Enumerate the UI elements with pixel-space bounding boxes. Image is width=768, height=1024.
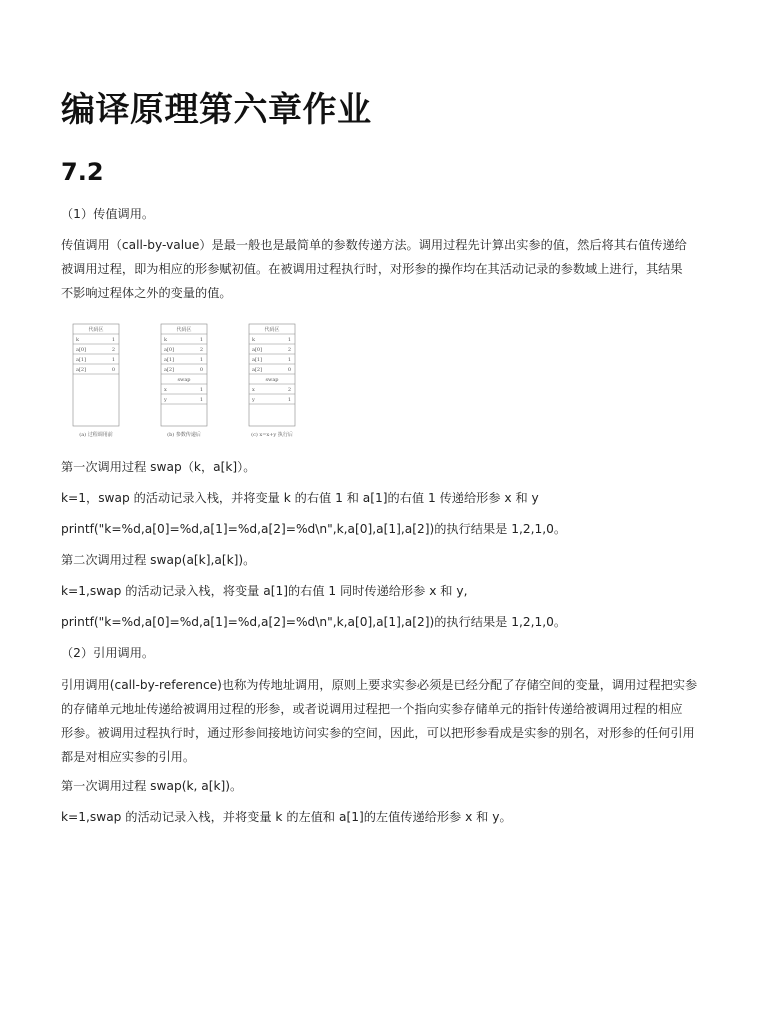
swap-row-value: 1	[199, 387, 203, 393]
subsection-heading-call-by-value: （1）传值调用。	[61, 207, 155, 221]
row-value: 2	[111, 347, 115, 353]
paragraph-line: 引用调用(call-by-reference)也称为传地址调用，原则上要求实参必须是已经分配了存储空间的变量，调用过程把实参	[61, 678, 698, 692]
panel-caption: (c) x=x+y 执行后	[251, 432, 293, 438]
panel-caption: (a) 过程调用前	[79, 432, 113, 438]
document-title: 编译原理第六章作业	[61, 90, 372, 130]
row-label: a[2]	[252, 367, 263, 373]
swap-row-label: x	[252, 387, 255, 393]
row-label: k	[164, 337, 168, 343]
second-call-line: 第二次调用过程 swap(a[k],a[k])。	[61, 553, 256, 567]
paragraph-line: 形参。被调用过程执行时，通过形参间接地访问实参的空间，因此，可以把形参看成是实参的别名，对形参的任何引用	[61, 726, 695, 740]
swap-row-value: 2	[287, 387, 291, 393]
swap-row-value: 1	[287, 397, 291, 403]
first-call-description: k=1，swap 的活动记录入栈，并将变量 k 的右值 1 和 a[1]的右值 1 传递给形参 x 和 y	[61, 491, 539, 505]
first-call-line: 第一次调用过程 swap（k，a[k]）。	[61, 460, 256, 474]
row-value: 0	[287, 367, 291, 373]
row-value: 1	[111, 337, 115, 343]
paragraph-line: 都是对相应实参的引用。	[61, 750, 196, 764]
swap-label: swap	[177, 377, 191, 383]
row-value: 2	[199, 347, 203, 353]
paragraph-call-by-reference	[61, 673, 707, 769]
row-label: a[1]	[252, 357, 263, 363]
row-label: a[2]	[164, 367, 175, 373]
row-value: 1	[287, 337, 291, 343]
row-value: 2	[287, 347, 291, 353]
row-label: k	[252, 337, 256, 343]
activation-record-diagram	[69, 318, 305, 442]
paragraph-line: 的存储单元地址传递给被调用过程的形参，或者说调用过程把一个指向实参存储单元的指针传递给被调用过程的相应	[61, 702, 683, 716]
paragraph-line: 不影响过程体之外的变量的值。	[61, 286, 232, 300]
row-label: a[1]	[76, 357, 87, 363]
row-value: 0	[111, 367, 115, 373]
swap-row-label: y	[252, 397, 255, 403]
row-value: 1	[287, 357, 291, 363]
paragraph-call-by-value	[61, 233, 707, 305]
panel-header: 代码区	[176, 327, 192, 333]
row-label: a[0]	[164, 347, 175, 353]
panel-header: 代码区	[88, 327, 104, 333]
printf-result-2: printf("k=%d,a[0]=%d,a[1]=%d,a[2]=%d\n",k,a[0],a[1],a[2])的执行结果是 1,2,1,0。	[61, 615, 567, 629]
row-value: 0	[199, 367, 203, 373]
second-call-description: k=1,swap 的活动记录入栈，将变量 a[1]的右值 1 同时传递给形参 x 和 y,	[61, 584, 468, 598]
row-value: 1	[199, 357, 203, 363]
paragraph-line: 被调用过程，即为相应的形参赋初值。在被调用过程执行时，对形参的操作均在其活动记录的参数域上进行，其结果	[61, 262, 683, 276]
third-call-description: k=1,swap 的活动记录入栈，并将变量 k 的左值和 a[1]的左值传递给形参 x 和 y。	[61, 810, 512, 824]
panel-header: 代码区	[264, 327, 280, 333]
row-label: a[1]	[164, 357, 175, 363]
activation-record-figure	[69, 318, 305, 442]
row-label: a[0]	[76, 347, 87, 353]
subsection-heading-call-by-reference: （2）引用调用。	[61, 646, 155, 660]
row-label: a[0]	[252, 347, 263, 353]
swap-row-value: 1	[199, 397, 203, 403]
section-heading: 7.2	[61, 158, 104, 186]
swap-label: swap	[265, 377, 279, 383]
third-call-line: 第一次调用过程 swap(k, a[k])。	[61, 779, 243, 793]
paragraph-line: 传值调用（call-by-value）是最一般也是最简单的参数传递方法。调用过程先计算出实参的值，然后将其右值传递给	[61, 238, 687, 252]
swap-row-label: x	[164, 387, 167, 393]
row-value: 1	[199, 337, 203, 343]
panel-caption: (b) 参数传递后	[167, 432, 201, 438]
swap-row-label: y	[164, 397, 167, 403]
row-label: k	[76, 337, 80, 343]
printf-result-1: printf("k=%d,a[0]=%d,a[1]=%d,a[2]=%d\n",k,a[0],a[1],a[2])的执行结果是 1,2,1,0。	[61, 522, 567, 536]
row-value: 1	[111, 357, 115, 363]
row-label: a[2]	[76, 367, 87, 373]
